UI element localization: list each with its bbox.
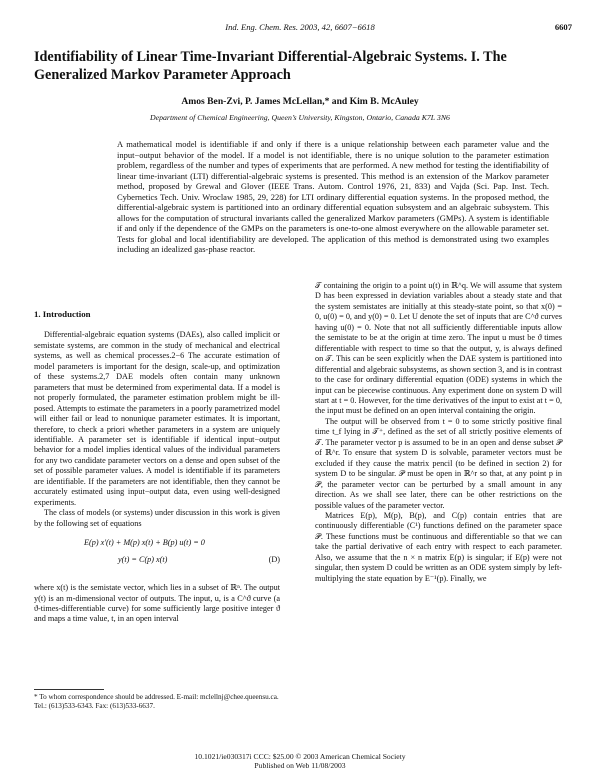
journal-citation: Ind. Eng. Chem. Res. 2003, 42, 6607−6618 <box>225 22 375 32</box>
left-column <box>34 309 280 625</box>
equation-label: (D) <box>268 555 280 565</box>
publication-footer <box>0 752 600 770</box>
doi-line: 10.1021/ie030317i CCC: $25.00 © 2003 American Chemical Society <box>194 752 406 761</box>
intro-paragraph-1: Differential-algebraic equation systems (DAEs), also called implicit or semistate systems, are common in the study of mechanical and electrical systems, as well as chemical processes.2−6 The accurate estimation of model parameters is important for the design, scale-up, and optimization of these systems.2,7 DAE models often contain many unknown parameters that must be determined from experimental data. If a model is not properly formulated, the parameter estimation problem might be ill-posed. Attempts to estimate the parameters in a poorly parametrized model will either fail or lead to nonunique parameter estimates. It is important, therefore, to check a priori whether parameters in a system are uniquely identifiable. A parameter set is identifiable if identical input−output behavior for a model implies identical values of the individual parameters for any two candidate parameter vectors on a dense and open subset of the set of possible parameter values. A model is identifiable if its parameters are identifiable. If the parameters are not identifiable, then they cannot be accurately estimated using input−output data, even using well-designed experiments. <box>34 330 280 507</box>
output-equation: y(t) = C(p) x(t) <box>118 555 168 565</box>
page-number: 6607 <box>554 22 572 32</box>
footnote: * To whom correspondence should be addressed. E-mail: mclellnj@chee.queensu.ca. Tel.: (613)533-6343. Fax: (613)533-6637. <box>34 693 279 710</box>
paper-title: Identifiability of Linear Time-Invariant Differential-Algebraic Systems. I. The Generalized Markov Parameter Approach <box>34 49 507 83</box>
right-paragraph-1: 𝒯 containing the origin to a point u(t) in ℝ^q. We will assume that system D has been expressed in deviation variables about a steady state and that the system semistates are initially at this steady-state point, so that x(0) = 0, u(0) = 0, and y(0) = 0. Let U denote the set of inputs that are C^ϑ curves having u(0) = 0. Note that not all sufficiently differentiable inputs allow the semistate to be at the origin at time zero. The input u must be ϑ times differentiable with respect to time so that the output, y, is always defined on 𝒯. This can be seen explicitly when the DAE system is partitioned into differential and algebraic subsystems, as shown section 3, and is in contrast to the case for ordinary differential equation (ODE) systems in which the input can be piecewise continuous. Any experiment done on system D will start at t = 0. However, for the time derivatives of the input to exist at t = 0, the input must be defined on an open interval containing the origin. <box>315 281 563 416</box>
published-date: Published on Web 11/08/2003 <box>254 761 346 770</box>
section-heading: 1. Introduction <box>34 309 91 319</box>
intro-paragraph-3: where x(t) is the semistate vector, which lies in a subset of ℝⁿ. The output y(t) is an m-dimensional vector of outputs. The input, u, is a C^ϑ curve (a ϑ-times-differentiable curve) for some sufficiently large positive integer ϑ and maps a time value, t, in an open interval <box>34 583 280 624</box>
footnote-rule <box>34 689 104 690</box>
author-list: Amos Ben-Zvi, P. James McLellan,* and Kim B. McAuley <box>181 96 419 107</box>
right-column <box>315 281 562 584</box>
abstract: A mathematical model is identifiable if and only if there is a unique relationship between each parameter value and the input−output behavior of the model. If a model is not identifiable, there is no unique solution to the parameter estimation problem, regardless of the number and types of experiments that are performed. A new method for testing the identifiability of linear time-invariant (LTI) differential-algebraic systems is presented. This method is an extension of the Markov parameter method, proposed by Grewal and Glover (IEEE Trans. Autom. Control 1976, 21, 833) and Vajda (Sci. Pap. Inst. Tech. Cybernetics Tech. Univ. Wroclaw 1985, 29, 228) for LTI ordinary differential equation systems. In the proposed method, the differential-algebraic system is partitioned into an ordinary differential equation subsystem and an algebraic subsystem. This allows for the computation of structural invariants called the generalized Markov parameters (GMPs). A system is identifiable if and only if the dependence of the GMPs on the parameters is one-to-one almost everywhere on the allowable parameter set. Tests for global and local identifiability are developed. The application of this method is demonstrated using two examples including an idealized gas-phase reactor. <box>117 139 549 254</box>
affiliation: Department of Chemical Engineering, Queen’s University, Kingston, Ontario, Canada K7L 3N6 <box>150 113 450 122</box>
state-equation: E(p) x′(t) + M(p) x(t) + B(p) u(t) = 0 <box>84 538 205 548</box>
right-paragraph-3: Matrices E(p), M(p), B(p), and C(p) contain entries that are continuously differentiable (C¹) functions defined on the parameter space 𝒫. These functions must be continuous and differentiable so that we can take the partial derivative of each entry with respect to each parameter. Also, we assume that the n × n matrix E(p) is singular; if E(p) were not singular, then system D could be written as an ODE system simply by left-multiplying the state equation by E⁻¹(p). Finally, we <box>315 510 562 583</box>
equation-block <box>34 538 280 572</box>
right-paragraph-2: The output will be observed from t = 0 to some strictly positive final time t_f lying in 𝒯⁺, defined as the set of all strictly positive elements of 𝒯. The parameter vector p is assumed to be in an open and dense subset 𝒫 of ℝ^r. To ensure that system D is solvable, parameter vectors must be excluded if they cause the matrix pencil (to be defined in section 2) for system D to be singular. 𝒫 must be open in ℝ^r so that, at any point p in 𝒫, the parameter vector can be perturbed by a small amount in any direction. As we shall see later, there can be other restrictions on the possible values of the parameter vector. <box>315 416 562 510</box>
intro-paragraph-2: The class of models (or systems) under discussion in this work is given by the following set of equations <box>34 508 280 528</box>
